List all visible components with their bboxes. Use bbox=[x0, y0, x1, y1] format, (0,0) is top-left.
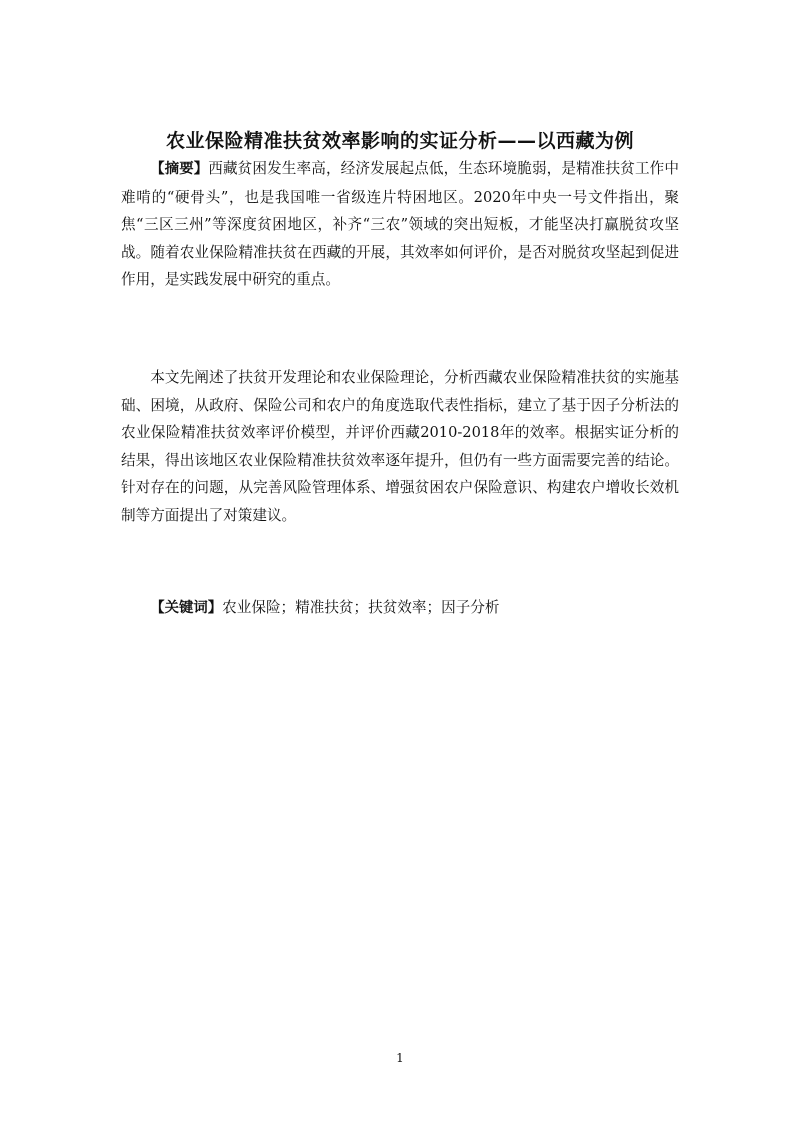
body-paragraph: 本文先阐述了扶贫开发理论和农业保险理论，分析西藏农业保险精准扶贫的实施基础、困境，从政府、保险公司和农户的角度选取代表性指标，建立了基于因子分析法的农业保险精准扶贫效率评价模型，并评价西藏2010-2018年的效率。根据实证分析的结果，得出该地区农业保险精准扶贫效率逐年提升，但仍有一些方面需要完善的结论。针对存在的问题，从完善风险管理体系、增强贫困农户保险意识、构建农户增收长效机制等方面提出了对策建议。 bbox=[121, 369, 679, 524]
keywords-paragraph bbox=[121, 594, 679, 623]
abstract-text: 西藏贫困发生率高，经济发展起点低，生态环境脆弱，是精准扶贫工作中难啃的“硬骨头”，也是我国唯一省级连片特困地区。2020年中央一号文件指出，聚焦“三区三州”等深度贫困地区，补齐“三农”领域的突出短板，才能坚决打赢脱贫攻坚战。随着农业保险精准扶贫在西藏的开展，其效率如何评价，是否对脱贫攻坚起到促进作用，是实践发展中研究的重点。 bbox=[121, 160, 679, 288]
keywords-text: 农业保险；精准扶贫；扶贫效率；因子分析 bbox=[222, 599, 500, 616]
abstract-label: 【摘要】 bbox=[150, 161, 209, 177]
abstract-paragraph bbox=[121, 155, 679, 294]
page-number: 1 bbox=[396, 1051, 404, 1065]
keywords-label: 【关键词】 bbox=[150, 600, 223, 616]
document-title: 农业保险精准扶贫效率影响的实证分析——以西藏为例 bbox=[165, 130, 634, 152]
